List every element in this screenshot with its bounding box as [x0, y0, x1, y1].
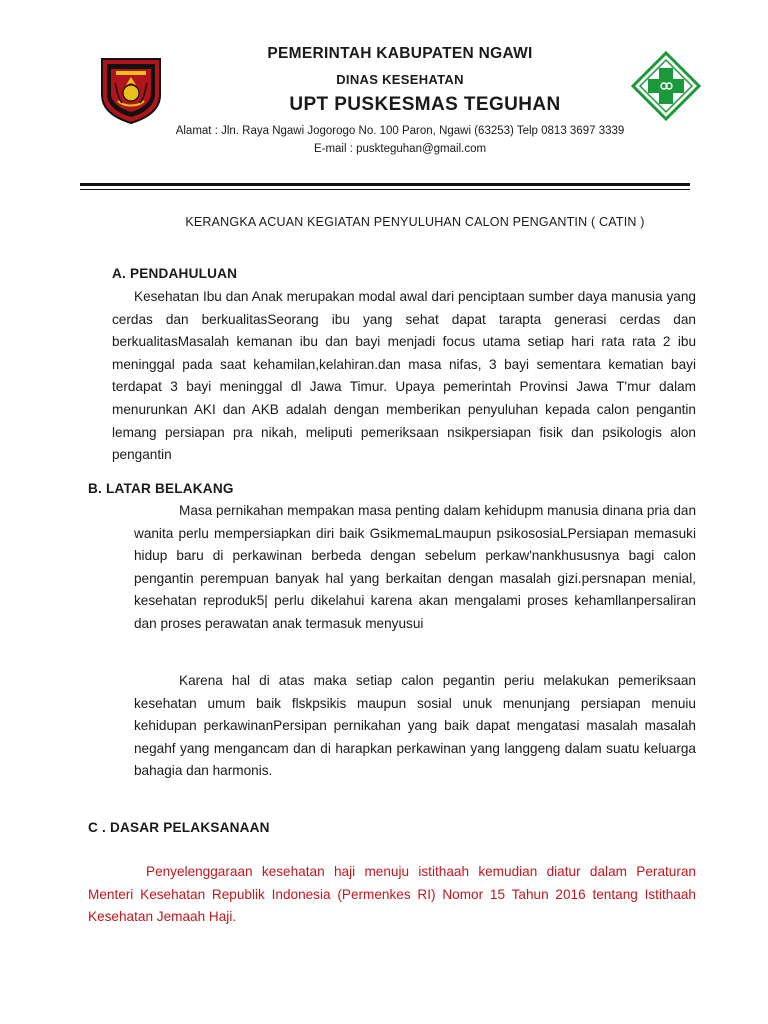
document-title: KERANGKA ACUAN KEGIATAN PENYULUHAN CALON PENGANTIN ( CATIN ): [185, 215, 645, 229]
letterhead-rule-thin: [80, 189, 690, 190]
letterhead-government: PEMERINTAH KABUPATEN NGAWI: [267, 45, 533, 62]
letterhead-rule-thick: [80, 183, 690, 186]
section-c-heading: C . DASAR PELAKSANAAN: [88, 820, 270, 835]
section-b-paragraph-2: Karena hal di atas maka setiap calon pegantin periu melakukan pemeriksaan kesehatan umum baik flskpsikis maupun sosial unuk menunjang persiapan menuiu kehidupan perkawinanPersipan pernikahan yang baik dapat mengatasi masalah masalah negahf yang mengancam dan di harapkan perkawinan yang langgeng dalam suatu keluarga bahagia dan harmonis.: [134, 673, 696, 779]
section-b-paragraph-1: Masa pernikahan mempakan masa penting dalam kehidupm manusia dinana pria dan wanita perlu mempersiapkan diri baik GsikmemaLmaupun psikososiaLPersiapan memasuki hidup baru di perkawinan berbeda dengan sebelum perkaw'nankhususnya bagi calon pengantin perempuan banyak hal yang berkaitan dengan masalah gizi.persnapan menial, kesehatan reproduk5| perlu dikelahui karena akan mengalami proses kehamllanpersaliran dan proses perawatan anak termasuk menyusui: [134, 503, 696, 631]
section-b-heading: B. LATAR BELAKANG: [88, 481, 234, 496]
letterhead-email: E-mail : puskteguhan@gmail.com: [313, 143, 487, 155]
section-a-paragraph: Kesehatan Ibu dan Anak merupakan modal awal dari penciptaan sumber daya manusia yang cerdas dan berkualitasSeorang ibu yang sehat dapat tarapta generasi cerdas dan berkualitasMasalah kemanan ibu dan bayi menjadi focus utama setiap hari rata rata 2 ibu meninggal pada saat kehamilan,kelahiran.dan masa nifas, 3 bayi sementara kematian bayi terdapat 3 bayi meninggal dl Jawa Timur. Upaya pemerintah Provinsi Jawa T'mur dalam menurunkan AKI dan AKB adalah dengan memberikan penyuluhan kepada calon pengantin lemang persiapan pra nikah, meliputi pemeriksaan nsikpersiapan fisik dan psikologis alon pengantin: [112, 289, 696, 463]
section-c-paragraph: Penyelenggaraan kesehatan haji menuju istithaah kemudian diatur dalam Peraturan Menteri Kesehatan Republik Indonesia (Permenkes RI) Nomor 15 Tahun 2016 tentang Istithaah Kesehatan Jemaah Haji.: [88, 864, 696, 925]
section-a-heading: A. PENDAHULUAN: [112, 266, 238, 281]
letterhead-institution: UPT PUSKESMAS TEGUHAN: [289, 94, 561, 115]
ngawi-regency-crest: [98, 55, 164, 125]
letterhead-address: Alamat : Jln. Raya Ngawi Jogorogo No. 100 Paron, Ngawi (63253) Telp 0813 3697 3339: [175, 125, 625, 137]
letterhead-department: DINAS KESEHATAN: [336, 72, 464, 87]
